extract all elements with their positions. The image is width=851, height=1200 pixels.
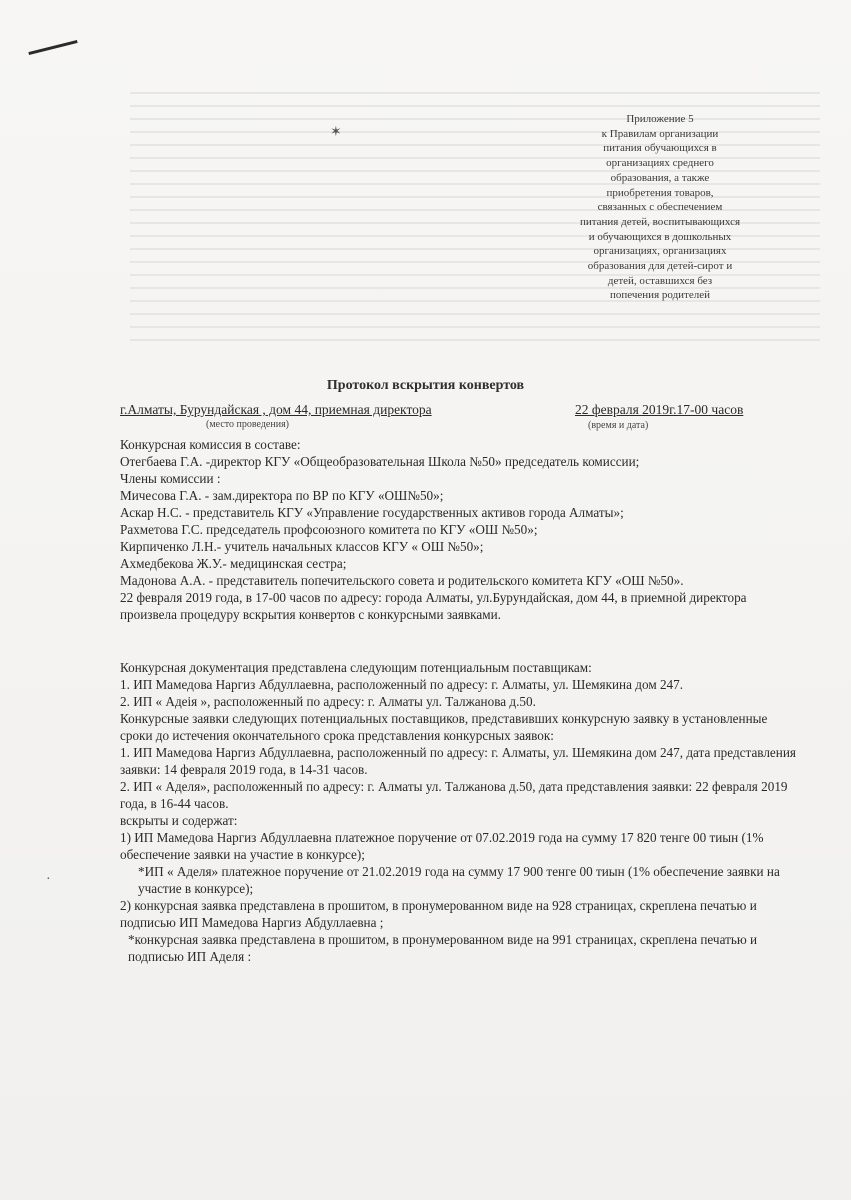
paragraph: Рахметова Г.С. председатель профсоюзного комитета по КГУ «ОШ №50»; [120,522,538,537]
spacer [120,623,800,659]
appendix-line: и обучающихся в дошкольных [588,230,732,243]
paragraph: 2. ИП « Аделя», расположенный по адресу: г. Алматы ул. Талжанова д.50, дата представления заявки: 22 февраля 2019 года, в 16-44 часов. [120,779,788,811]
paragraph: Мадонова А.А. - представитель попечительского совета и родительского комитета КГУ «ОШ №50». [120,573,684,588]
paragraph: Мичесова Г.А. - зам.директора по ВР по КГУ «ОШ№50»; [120,488,444,503]
protocol-body [120,436,800,965]
meeting-place: г.Алматы, Бурундайская , дом 44, приемная директора [120,402,432,417]
paragraph: 2. ИП « Адеія », расположенный по адресу: г. Алматы ул. Талжанова д.50. [120,694,536,709]
meeting-place-caption: (место проведения) [206,419,290,430]
paragraph: 22 февраля 2019 года, в 17-00 часов по адресу: города Алматы, ул.Бурундайская, дом 44, в приемной директора произвела процедуру вскрытия конвертов с конкурсными заявками. [120,590,747,622]
paragraph: *конкурсная заявка представлена в прошитом, в пронумерованном виде на 991 страницах, скреплена печатью и подписью ИП Аделя : [128,932,758,964]
appendix-line: образования, а также [610,171,710,184]
appendix-line: связанных с обеспечением [597,201,723,214]
pen-mark [28,40,77,55]
paragraph: 2) конкурсная заявка представлена в прошитом, в пронумерованном виде на 928 страницах, скреплена печатью и подписью ИП Мамедова Наргиз Абдуллаевна ; [120,898,757,930]
appendix-line: к Правилам организации [601,127,719,140]
paragraph: Члены комиссии : [120,471,221,486]
appendix-line: организациях, организациях [593,245,727,258]
paragraph: Конкурсная комиссия в составе: [120,437,301,452]
paragraph: вскрыты и содержат: [120,813,238,828]
paragraph: Кирпиченко Л.Н.- учитель начальных классов КГУ « ОШ №50»; [120,539,484,554]
paragraph: Отегбаева Г.А. -директор КГУ «Общеобразовательная Школа №50» председатель комиссии; [120,454,640,469]
paragraph: 1. ИП Мамедова Наргиз Абдуллаевна, расположенный по адресу: г. Алматы, ул. Шемякина дом 247. [120,677,684,692]
paragraph: Аскар Н.С. - представитель КГУ «Управление государственных активов города Алматы»; [120,505,624,520]
meeting-date-caption: (время и дата) [588,420,649,431]
appendix-line: детей, оставшихся без [607,274,713,287]
scan-speck: ✶ [330,125,342,140]
appendix-line: питания детей, воспитывающихся [579,215,741,228]
paragraph: Конкурсная документация представлена следующим потенциальным поставщикам: [120,660,592,675]
paragraph: 1) ИП Мамедова Наргиз Абдуллаевна платежное поручение от 07.02.2019 года на сумму 17 820 тенге 00 тиын (1% обеспечение заявки на участие в конкурсе); [120,830,764,862]
scan-speck: · [46,872,51,887]
appendix-line: приобретения товаров, [606,186,714,199]
place-date-row [120,402,820,436]
paragraph: Ахмедбекова Ж.У.- медицинская сестра; [120,556,347,571]
meeting-date: 22 февраля 2019г.17-00 часов [575,402,744,417]
appendix-line: попечения родителей [610,289,710,302]
paragraph: 1. ИП Мамедова Наргиз Абдуллаевна, расположенный по адресу: г. Алматы, ул. Шемякина дом 247, дата представления заявки: 14 февраля 2019 года, в 14-31 часов. [120,745,796,777]
paragraph: *ИП « Аделя» платежное поручение от 21.02.2019 года на сумму 17 900 тенге 00 тиын (1% обеспечение заявки на участие в конкурсе); [138,864,780,896]
paragraph: Конкурсные заявки следующих потенциальных поставщиков, представивших конкурсную заявку в установленные сроки до истечения окончательного срока представления конкурсных заявок: [120,711,768,743]
appendix-line: образования для детей-сирот и [587,260,733,273]
appendix-line: Приложение 5 [626,113,694,125]
appendix-note [556,112,764,303]
appendix-line: питания обучающихся в [603,142,717,155]
document-title: Протокол вскрытия конвертов [326,378,525,393]
appendix-line: организациях среднего [606,157,714,170]
